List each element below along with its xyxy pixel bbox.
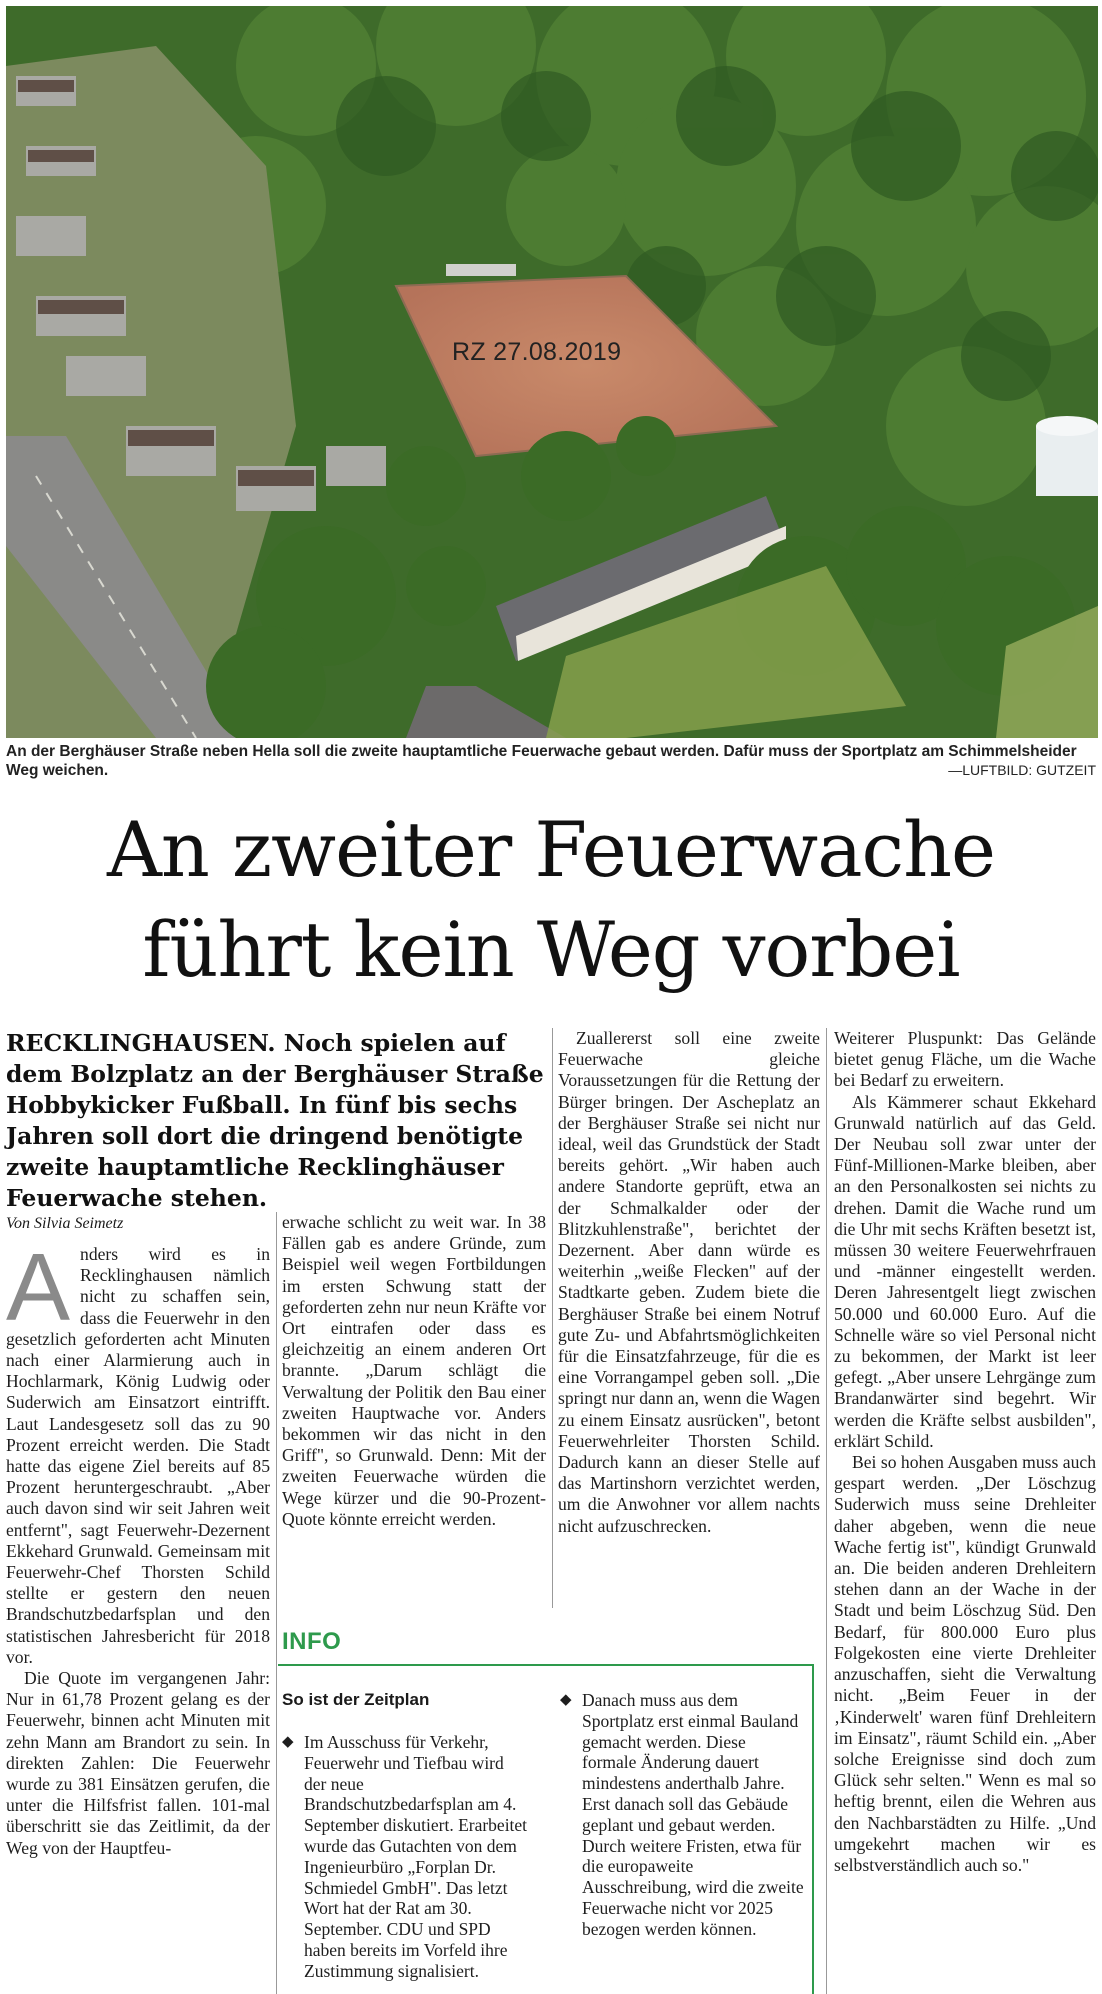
column-rule bbox=[276, 1212, 277, 1994]
paragraph: Bei so hohen Ausgaben muss auch gespart werden. „Der Löschzug Suderwich muss seine Drehleiter daher abgeben, wenn die neue Wache fertig ist", kündigt Grunwald an. Die beiden anderen Drehleitern stehen dann an der Wache in der Stadt und beim Löschzug Süd. Den Bedarf, für 800.000 Euro plus Folgekosten eine vierte Drehleiter anzuschaffen, sieht die Verwaltung nicht. „Beim Feuer in der ‚Kinderwelt' waren fünf Drehleitern im Einsatz", räumt Schild ein. „Aber solche Ereignisse sind doch zum Glück sehr selten." Wenn es mal so heftig brennt, eilen die Wehren aus den Nachbarstädten zu Hilfe. „Und umgekehrt machen wir es selbstverständlich auch so." bbox=[834, 1452, 1096, 1875]
info-item-text: Im Ausschuss für Verkehr, Feuerwehr und Tiefbau wird der neue Brandschutzbedarfsplan am 4. September diskutiert. Erarbeitet wurde das Gutachten von dem Ingenieurbüro „Forplan Dr. Schmiedel GmbH". Das letzt Wort hat der Rat am 30. September. CDU und SPD haben bereits im Vorfeld ihre Zustimmung signalisiert. bbox=[304, 1732, 528, 1981]
photo-credit: —LUFTBILD: GUTZEIT bbox=[948, 762, 1096, 778]
paragraph: Weiterer Pluspunkt: Das Gelände bietet genug Fläche, um die Wache bei Bedarf zu erweitern. bbox=[834, 1028, 1096, 1091]
photo-caption bbox=[6, 742, 1096, 780]
paragraph-text: nders wird es in Recklinghausen nämlich nicht zu schaffen sein, dass die Feuerwehr in den gesetzlich geforderten acht Minuten nach einer Alarmierung auch in Hochlarmark, König Ludwig oder Suderwich am Einsatzort eintrifft. Laut Landesgesetz soll das zu 90 Prozent erreicht werden. Die Stadt hatte das eigene Ziel bereits auf 85 Prozent heruntergeschraubt. „Aber auch davon sind wir seit Jahren weit entfernt", sagt Feuerwehr-Dezernent Ekkehard Grunwald. Gemeinsam mit Feuerwehr-Chef Thorsten Schild stellte er gestern den neuen Brandschutzbedarfsplan und den statistischen Jahresbericht für 2018 vor. bbox=[6, 1244, 270, 1667]
photo-caption-text: An der Berghäuser Straße neben Hella soll die zweite hauptamtliche Feuerwache gebaut werden. Dafür muss der Sportplatz am Schimmelsheider Weg weichen. bbox=[6, 743, 1077, 779]
drop-cap: A bbox=[6, 1234, 71, 1341]
column-rule bbox=[552, 1028, 553, 1608]
article-column-4 bbox=[834, 1028, 1096, 1876]
diamond-bullet-icon: ◆ bbox=[560, 1692, 572, 1708]
diamond-bullet-icon: ◆ bbox=[282, 1734, 294, 1750]
paragraph: Die Quote im vergangenen Jahr: Nur in 61,78 Prozent gelang es der Feuerwehr, binnen acht Minuten mit zehn Mann am Brandort zu sein. In direkten Zahlen: Die Feuerwehr wurde zu 381 Einsätzen gerufen, die unter die Hilfsfrist fallen. 101-mal überschritt sie das Zeitlimit, da der Weg von der Hauptfeu- bbox=[6, 1668, 270, 1858]
paragraph: erwache schlicht zu weit war. In 38 Fällen gab es andere Gründe, zum Beispiel weil wegen Fortbildungen im ersten Schwung statt der geforderten zehn nur neun Kräfte vor Ort eintrafen oder dass es gleichzeitig an einem anderen Ort brannte. „Darum schlägt die Verwaltung der Politik den Bau einer zweiten Hauptwache vor. Anders bekommen wir das nicht in den Griff", so Grunwald. Denn: Mit der zweiten Feuerwache würden die Wege kürzer und die 90-Prozent-Quote könnte erreicht werden. bbox=[282, 1212, 546, 1529]
info-box-title: INFO bbox=[282, 1628, 342, 1655]
info-box-border-top bbox=[278, 1664, 814, 1666]
paragraph: Zuallererst soll eine zweite Feuerwache gleiche Voraussetzungen für die Rettung der Bürger bringen. Der Ascheplatz an der Berghäuser Straße sei nicht nur ideal, weil das Grundstück der Stadt bereits gehört. „Wir haben auch andere Standorte geprüft, etwa an der Schmalkalder oder der Blitzkuhlenstraße", berichtet der Dezernent. Aber dann würde es weiterhin „weiße Flecken" auf der Stadtkarte geben. Zudem biete die Berghäuser Straße bei einem Notruf gute Zu- und Abfahrtsmöglichkeiten für die Einsatzfahrzeuge, für die es eine Vorrangampel geben soll. „Die springt nur dann an, wenn die Wagen zu einem Einsatz ausrücken", betont Feuerwehrleiter Thorsten Schild. Dadurch kann an dieser Stelle auf das Martinshorn verzichtet werden, um die Anwohner vor allem nachts nicht aufzuschrecken. bbox=[558, 1028, 820, 1536]
info-box-subtitle: So ist der Zeitplan bbox=[282, 1690, 430, 1709]
headline-line-1: An zweiter Feuerwache bbox=[106, 805, 996, 894]
paragraph bbox=[6, 1234, 270, 1668]
lead-paragraph bbox=[6, 1028, 546, 1214]
byline: Von Silvia Seimetz bbox=[6, 1215, 124, 1232]
info-item-2 bbox=[560, 1690, 804, 1940]
headline bbox=[0, 800, 1102, 1000]
column-rule bbox=[826, 1028, 827, 1994]
info-item-1 bbox=[282, 1732, 528, 1982]
paragraph: Als Kämmerer schaut Ekkehard Grunwald natürlich auf das Geld. Der Neubau soll zwar unter der Fünf-Millionen-Marke bleiben, aber an den Personalkosten sei nichts zu drehen. Damit die Wache rund um die Uhr mit sechs Kräften besetzt ist, müssen 30 weitere Feuerwehrfrauen und -männer eingestellt werden. Deren Jahresentgelt liegt zwischen 50.000 und 60.000 Euro. Auf die Schnelle wäre so viel Personal nicht zu bekommen, der Markt ist leer gefegt. „Aber unsere Lehrgänge zum Brandanwärter sind begehrt. Wir werden die Kräfte selbst ausbilden", erklärt Schild. bbox=[834, 1091, 1096, 1451]
aerial-photo bbox=[6, 6, 1098, 738]
info-box-border-right bbox=[812, 1664, 814, 1994]
article-column-1 bbox=[6, 1234, 270, 1859]
lead-text: Noch spielen auf dem Bolzplatz an der Berghäuser Straße Hobbykicker Fußball. In fünf bis sechs Jahren soll dort die dringend benötigte zweite hauptamtliche Recklinghäuser Feuerwache stehen. bbox=[6, 1029, 544, 1212]
dateline: RECKLINGHAUSEN. bbox=[6, 1029, 276, 1057]
article-column-3 bbox=[558, 1028, 820, 1537]
headline-line-2: führt kein Weg vorbei bbox=[142, 905, 960, 994]
aerial-photo-illustration bbox=[6, 6, 1098, 738]
date-stamp: RZ 27.08.2019 bbox=[452, 338, 622, 366]
article-column-2 bbox=[282, 1212, 546, 1530]
info-item-text: Danach muss aus dem Sportplatz erst einmal Bauland gemacht werden. Diese formale Änderung dauert mindestens anderthalb Jahre. Erst danach soll das Gebäude geplant und gebaut werden. Durch weitere Fristen, etwa für die europaweite Ausschreibung, wird die zweite Feuerwache nicht vor 2025 bezogen werden können. bbox=[582, 1690, 804, 1939]
